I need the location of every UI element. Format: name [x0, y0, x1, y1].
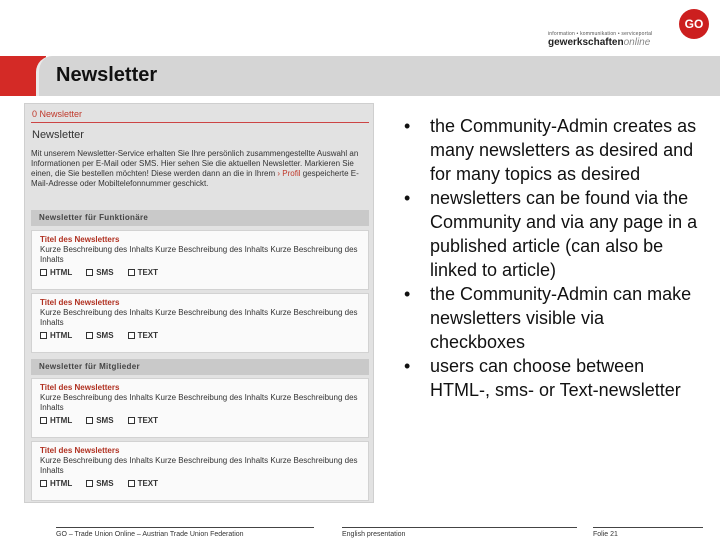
screenshot-intro-text — [31, 149, 371, 189]
bullet-item — [400, 114, 700, 186]
newsletter-title[interactable]: Titel des Newsletters — [40, 298, 120, 307]
footer-left: GO – Trade Union Online – Austrian Trade Union Federation — [56, 527, 314, 540]
newsletter-card — [31, 378, 369, 438]
section-heading-mitglieder: Newsletter für Mitglieder — [31, 359, 369, 375]
sms-option[interactable] — [86, 416, 113, 425]
bullet-dot: • — [404, 284, 411, 304]
newsletter-page-screenshot — [24, 103, 374, 503]
text-label: TEXT — [137, 331, 159, 340]
text-checkbox[interactable] — [128, 269, 135, 276]
sms-option[interactable] — [86, 331, 113, 340]
breadcrumb-divider — [31, 122, 369, 123]
sms-label: SMS — [96, 479, 114, 488]
slide-title: Newsletter — [56, 64, 158, 86]
html-label: HTML — [50, 416, 73, 425]
logo-wordmark — [548, 37, 650, 48]
sms-label: SMS — [96, 268, 114, 277]
go-logo-badge: GO — [679, 9, 709, 39]
bullet-item — [400, 186, 700, 282]
html-label: HTML — [50, 331, 73, 340]
intro-text-before: Mit unserem Newsletter-Service erhalten Sie Ihre persönlich zusammengestellte Auswahl an Informationen per E-Mail oder SMS. Hier sehen Sie die aktuellen Newsletter. Markieren Sie einen, die Sie bestellen möchten! Diese werden dann an die in Ihrem — [31, 149, 359, 178]
html-label: HTML — [50, 479, 73, 488]
logo-word-online: online — [623, 37, 651, 48]
html-label: HTML — [50, 268, 73, 277]
bullet-list — [400, 114, 700, 402]
breadcrumb[interactable]: 0 Newsletter — [32, 109, 83, 119]
screenshot-title: Newsletter — [32, 129, 84, 141]
bullet-item — [400, 282, 700, 354]
text-option[interactable] — [128, 331, 158, 340]
bullet-dot: • — [404, 116, 411, 136]
sms-option[interactable] — [86, 479, 113, 488]
bullet-item — [400, 354, 700, 402]
sms-label: SMS — [96, 331, 114, 340]
bullet-text: newsletters can be found via the Community and via any page in a published article (can also be linked to article) — [430, 188, 698, 280]
newsletter-description: Kurze Beschreibung des Inhalts Kurze Beschreibung des Inhalts Kurze Beschreibung des Inhalts — [40, 456, 358, 475]
sms-checkbox[interactable] — [86, 332, 93, 339]
intro-text-after: gespeicherte E-Mail-Adresse oder Mobiltelefonnummer geschickt. — [31, 169, 359, 188]
html-checkbox[interactable] — [40, 332, 47, 339]
sms-checkbox[interactable] — [86, 480, 93, 487]
text-option[interactable] — [128, 479, 158, 488]
text-checkbox[interactable] — [128, 332, 135, 339]
html-checkbox[interactable] — [40, 417, 47, 424]
format-options — [40, 268, 360, 277]
newsletter-description: Kurze Beschreibung des Inhalts Kurze Beschreibung des Inhalts Kurze Beschreibung des Inhalts — [40, 245, 358, 264]
bullet-dot: • — [404, 356, 411, 376]
format-options — [40, 416, 360, 425]
newsletter-title[interactable]: Titel des Newsletters — [40, 446, 120, 455]
sms-checkbox[interactable] — [86, 417, 93, 424]
newsletter-card — [31, 441, 369, 501]
html-option[interactable] — [40, 268, 72, 277]
slide-footer — [0, 524, 720, 540]
text-option[interactable] — [128, 416, 158, 425]
text-checkbox[interactable] — [128, 417, 135, 424]
newsletter-title[interactable]: Titel des Newsletters — [40, 383, 120, 392]
title-band — [0, 56, 720, 96]
text-checkbox[interactable] — [128, 480, 135, 487]
newsletter-card — [31, 230, 369, 290]
newsletter-description: Kurze Beschreibung des Inhalts Kurze Beschreibung des Inhalts Kurze Beschreibung des Inhalts — [40, 308, 358, 327]
bullet-text: users can choose between HTML-, sms- or Text-newsletter — [430, 356, 681, 400]
html-option[interactable] — [40, 416, 72, 425]
html-option[interactable] — [40, 479, 72, 488]
html-option[interactable] — [40, 331, 72, 340]
logo-tagline: information • kommunikation • serviceportal — [548, 31, 653, 37]
sms-checkbox[interactable] — [86, 269, 93, 276]
section-heading-funktionaere: Newsletter für Funktionäre — [31, 210, 369, 226]
sms-label: SMS — [96, 416, 114, 425]
html-checkbox[interactable] — [40, 269, 47, 276]
format-options — [40, 331, 360, 340]
bullet-text: the Community-Admin can make newsletters visible via checkboxes — [430, 284, 692, 352]
profil-link[interactable]: › Profil — [277, 169, 301, 178]
text-option[interactable] — [128, 268, 158, 277]
bullet-text: the Community-Admin creates as many newsletters as desired and for many topics as desired — [430, 116, 697, 184]
footer-right: Folie 21 — [593, 527, 703, 540]
text-label: TEXT — [137, 416, 159, 425]
logo-word-main: gewerkschaften — [548, 37, 624, 48]
footer-center: English presentation — [342, 527, 577, 540]
bullet-dot: • — [404, 188, 411, 208]
newsletter-title[interactable]: Titel des Newsletters — [40, 235, 120, 244]
text-label: TEXT — [137, 479, 159, 488]
sms-option[interactable] — [86, 268, 113, 277]
text-label: TEXT — [137, 268, 159, 277]
newsletter-description: Kurze Beschreibung des Inhalts Kurze Beschreibung des Inhalts Kurze Beschreibung des Inhalts — [40, 393, 358, 412]
format-options — [40, 479, 360, 488]
html-checkbox[interactable] — [40, 480, 47, 487]
newsletter-card — [31, 293, 369, 353]
